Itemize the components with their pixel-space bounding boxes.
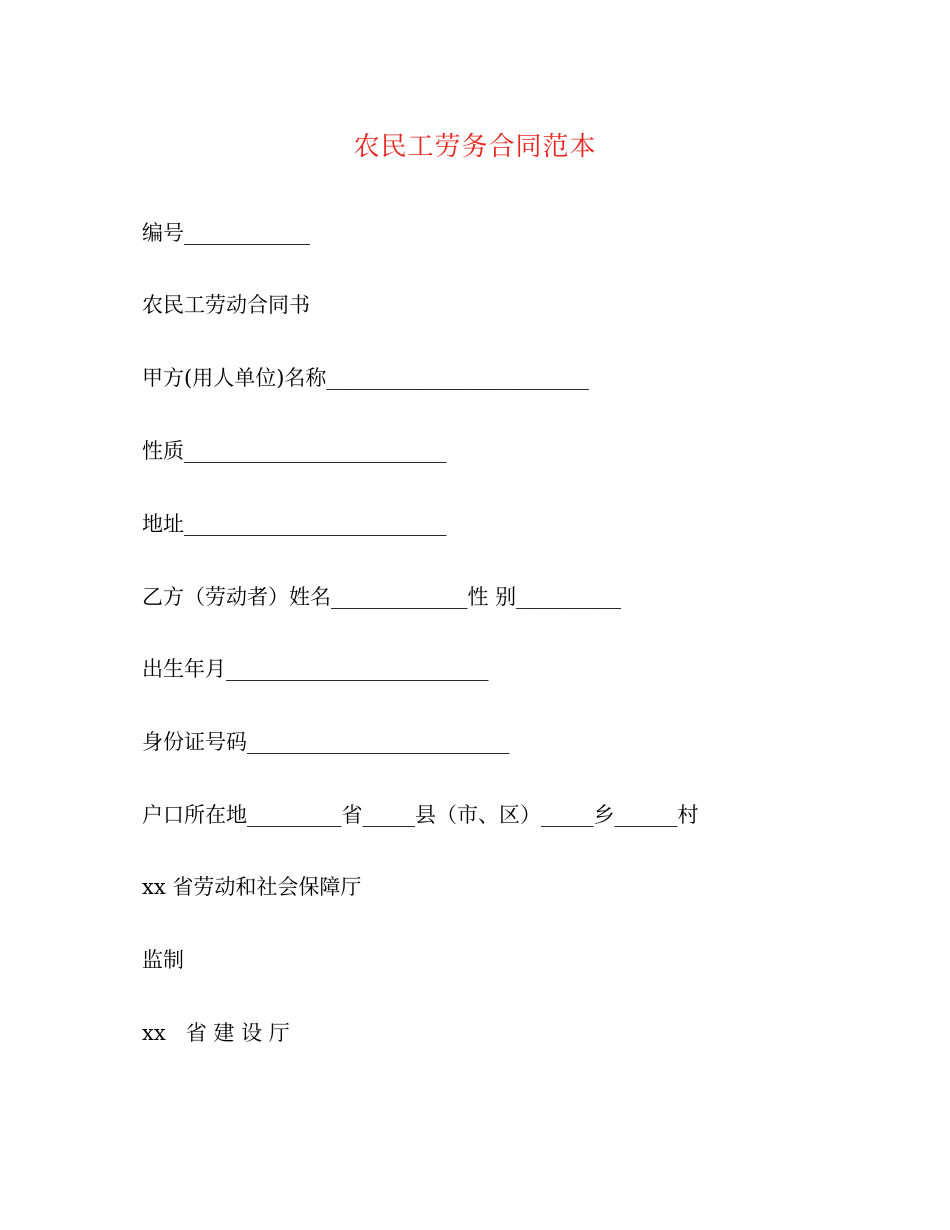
- id-number-field: 身份证号码_________________________: [142, 730, 510, 754]
- worker-name-gender-field: 乙方（劳动者）姓名_____________性 别__________: [142, 585, 622, 609]
- issuing-department-construction: xx 省 建 设 厅: [142, 1021, 290, 1045]
- document-title: 农民工劳务合同范本: [353, 132, 597, 162]
- employer-name-field: 甲方(用人单位)名称_________________________: [142, 366, 589, 390]
- employer-address-field: 地址_________________________: [142, 512, 447, 536]
- contract-heading: 农民工劳动合同书: [142, 293, 310, 317]
- supervision-label: 监制: [142, 948, 184, 972]
- contract-number-field: 编号____________: [142, 221, 310, 245]
- issuing-department-labor: xx 省劳动和社会保障厅: [142, 875, 362, 899]
- employer-nature-field: 性质_________________________: [142, 439, 447, 463]
- household-registration-field: 户口所在地_________省_____县（市、区）_____乡______村: [142, 803, 699, 827]
- birth-date-field: 出生年月_________________________: [142, 657, 489, 681]
